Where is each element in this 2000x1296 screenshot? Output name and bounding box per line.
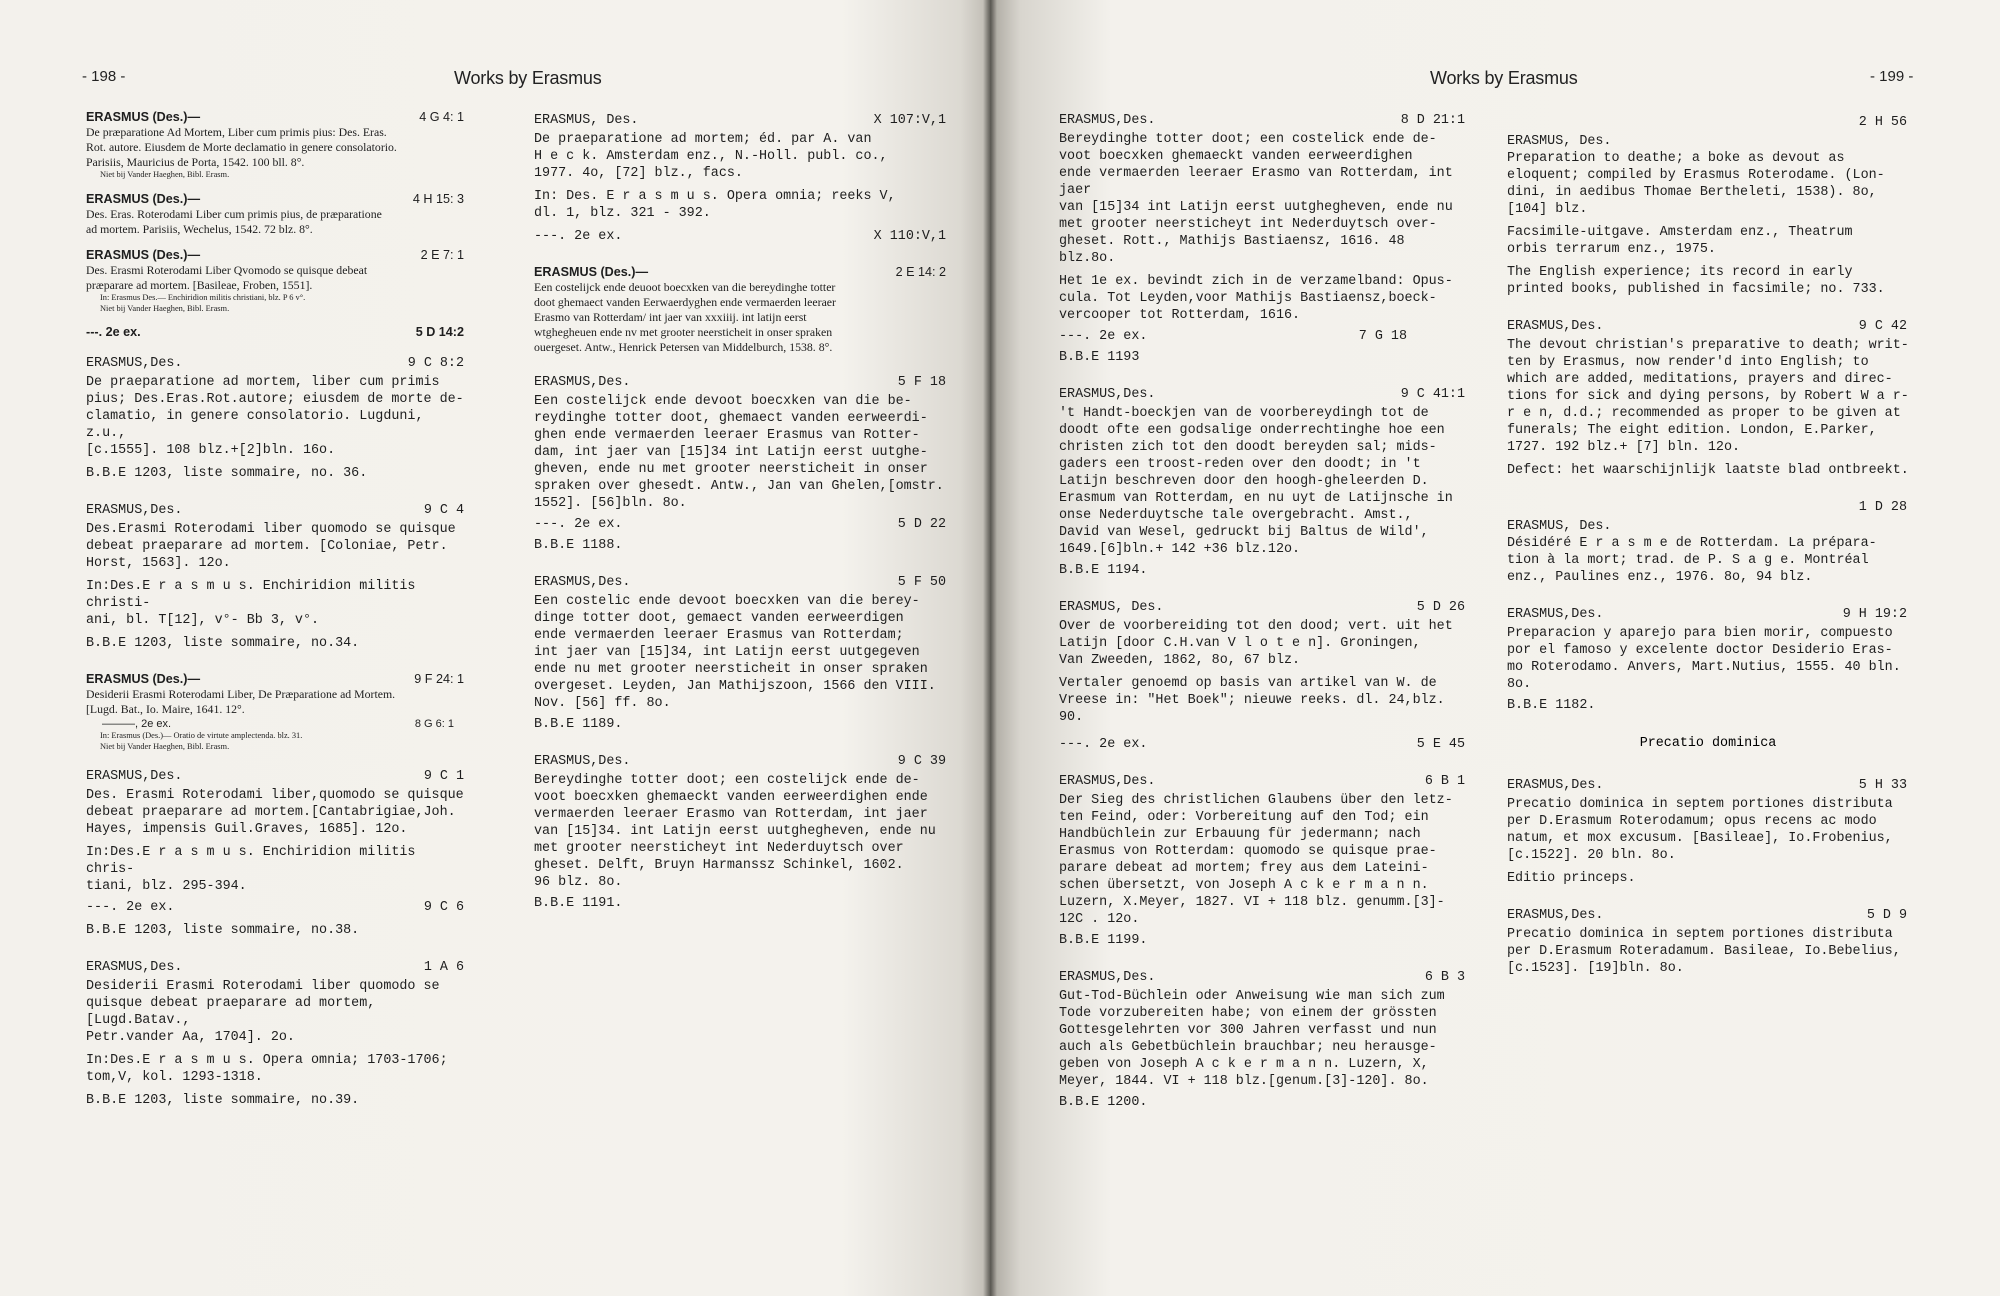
entry-line: 1977. 4o, [72] blz., facs. <box>534 166 743 181</box>
entry-line: voot boecxken ghemaeckt vanden eerweerdighen <box>1059 149 1413 164</box>
entry-line: Preparation to deathe; a boke as devout as <box>1507 151 1845 166</box>
entry-line: tiani, blz. 295-394. <box>86 879 247 894</box>
entry-note: Facsimile-uitgave. Amsterdam enz., Theatrum <box>1507 225 1853 240</box>
entry-line: ani, bl. T[12], v°- Bb 3, v°. <box>86 613 320 628</box>
entry-note: Het 1e ex. bevindt zich in de verzamelband: Opus- <box>1059 274 1453 289</box>
bibliography-reference: B.B.E 1203, liste sommaire, no.34. <box>86 636 360 651</box>
entry-line: [c.1555]. 108 blz.+[2]bln. 16o. <box>86 443 336 458</box>
entry-line: Meyer, 1844. VI + 118 blz.[genum.[3]-120]. 8o. <box>1059 1074 1429 1089</box>
entry-line: 't Handt-boeckjen van de voorbereydingh tot de <box>1059 406 1429 421</box>
catalog-entry <box>86 248 466 341</box>
left-column-1 <box>86 110 466 1129</box>
entry-heading: ERASMUS (Des.)— <box>86 192 201 206</box>
entry-line: onse Nederduytsche tale overgebracht. Amst., <box>1059 508 1413 523</box>
entry-line: Des.Erasmi Roterodami liber quomodo se quisque <box>86 522 456 537</box>
entry-heading: ERASMUS,Des. <box>1059 113 1156 128</box>
entry-line: H e c k. Amsterdam enz., N.-Holl. publ. co., <box>534 149 888 164</box>
entry-line: 1727. 192 blz.+ [7] bln. 12o. <box>1507 440 1741 455</box>
running-title: Works by Erasmus <box>454 68 602 88</box>
shelfmark: 9 F 24: 1 <box>414 672 464 686</box>
entry-line: David van Wesel, gedruckt bij Baltus de Wild', <box>1059 525 1429 540</box>
shelfmark: 7 G 18 <box>1358 329 1407 344</box>
catalog-entry <box>534 265 948 354</box>
entry-line: De praeparatione ad mortem, liber cum primis <box>86 375 440 390</box>
entry-line: christen zich tot den doodt bereyden sal; mids- <box>1059 440 1437 455</box>
shelfmark: 8 G 6: 1 <box>414 718 454 730</box>
copy-line: ———, 2e ex. <box>102 718 172 730</box>
entry-heading: ERASMUS, Des. <box>1507 519 1612 534</box>
page-number: - 198 - <box>82 68 126 85</box>
entry-line: Latijn [door C.H.van V l o t e n]. Groningen, <box>1059 636 1421 651</box>
entry-note: Niet bij Vander Haeghen, Bibl. Erasm. <box>100 304 230 313</box>
catalog-entry <box>86 959 466 1109</box>
bibliography-reference: B.B.E 1203, liste sommaire, no. 36. <box>86 466 368 481</box>
entry-line: Bereydinghe totter doot; een costelick ende de- <box>1059 132 1437 147</box>
entry-note: Defect: het waarschijnlijk laatste blad ontbreekt. <box>1507 463 1909 478</box>
book-gutter <box>983 0 997 1296</box>
entry-line: funerals; The eight edition. London, E.Parker, <box>1507 423 1877 438</box>
catalog-entry <box>1507 318 1909 479</box>
entry-line: ende vermaerden leeraer Erasmus van Rotterdam; <box>534 628 904 643</box>
entry-line: ende nu met grooter neersticheit in onser spraken <box>534 662 928 677</box>
shelfmark: 6 B 3 <box>1424 970 1465 985</box>
shelfmark: 6 B 1 <box>1424 774 1465 789</box>
shelfmark: 2 E 14: 2 <box>895 265 946 279</box>
entry-line: por el famoso y excelente doctor Desiderio Eras- <box>1507 643 1893 658</box>
shelfmark: X 107:V,1 <box>873 113 946 128</box>
right-page <box>990 0 2000 1296</box>
entry-line: wtghegheuen ende nv met grooter neersticheit in onser spraken <box>534 325 833 339</box>
left-page <box>0 0 990 1296</box>
entry-heading: ERASMUS, Des. <box>1059 600 1164 615</box>
entry-line: [Lugd. Bat., Io. Maire, 1641. 12°. <box>86 702 245 716</box>
entry-heading: ERASMUS,Des. <box>1059 387 1156 402</box>
catalog-entry <box>1507 777 1909 887</box>
entry-line: Hayes, impensis Guil.Graves, 1685]. 12o. <box>86 822 408 837</box>
shelfmark: 1 D 28 <box>1858 500 1907 515</box>
entry-heading: ERASMUS,Des. <box>534 754 631 769</box>
catalog-entry <box>1059 969 1467 1111</box>
entry-line: clamatio, in genere consolatorio. Lugduni, z.u., <box>86 409 424 441</box>
entry-line: Nov. [56] ff. 8o. <box>534 696 671 711</box>
catalog-entry <box>1059 112 1467 366</box>
entry-line: gheven, ende nu met grooter neersticheit in onser <box>534 462 928 477</box>
entry-line: Latijn beschreven door den hoogh-gheleerden D. <box>1059 474 1429 489</box>
entry-line: In: Des. E r a s m u s. Opera omnia; reeks V, <box>534 189 896 204</box>
catalog-entry <box>86 502 466 652</box>
entry-line: Der Sieg des christlichen Glaubens über den letz- <box>1059 793 1453 808</box>
shelfmark: 5 H 33 <box>1858 778 1907 793</box>
entry-heading: ERASMUS,Des. <box>1507 319 1604 334</box>
catalog-entry <box>1059 773 1467 949</box>
entry-line: 8o. <box>1507 677 1532 692</box>
entry-line: Desiderii Erasmi Roterodami liber quomodo se <box>86 979 440 994</box>
entry-line: In:Des.E r a s m u s. Enchiridion militis christi- <box>86 579 416 611</box>
entry-line: Van Zweeden, 1862, 8o, 67 blz. <box>1059 653 1301 668</box>
entry-line: tion à la mort; trad. de P. S a g e. Montréal <box>1507 553 1869 568</box>
shelfmark: 8 D 21:1 <box>1400 113 1465 128</box>
entry-line: The devout christian's preparative to death; writ- <box>1507 338 1909 353</box>
entry-line: auch als Gebetbüchlein brauchbar; neu herausge- <box>1059 1040 1437 1055</box>
entry-line: Tode vorzubereiten habe; von einem der grössten <box>1059 1006 1437 1021</box>
shelfmark: X 110:V,1 <box>873 229 946 244</box>
catalog-entry <box>1507 606 1909 714</box>
entry-heading: ERASMUS (Des.)— <box>86 672 201 686</box>
right-column-1 <box>1059 112 1467 1131</box>
entry-line: per D.Erasmum Roteradamum. Basileae, Io.Bebelius, <box>1507 944 1901 959</box>
entry-line: Een costelic ende devoot boecxken van die berey- <box>534 594 920 609</box>
shelfmark: 9 C 6 <box>423 900 464 915</box>
entry-heading: ERASMUS,Des. <box>86 503 183 518</box>
shelfmark: 9 C 42 <box>1858 319 1907 334</box>
entry-line: per D.Erasmum Roterodamum; opus recens ac modo <box>1507 814 1877 829</box>
entry-heading: ERASMUS (Des.)— <box>86 110 201 124</box>
entry-line: quisque debeat praeparare ad mortem,[Lugd.Batav., <box>86 996 376 1028</box>
copy-line: ---. 2e ex. <box>1059 329 1148 344</box>
bibliography-reference: B.B.E 1188. <box>534 538 623 553</box>
entry-line: met grooter neersticheyt int Nederduytsch over <box>534 841 904 856</box>
entry-line: Des. Erasmi Roterodami liber,quomodo se quisque <box>86 788 464 803</box>
catalog-entry <box>1507 499 1909 586</box>
shelfmark: 5 E 45 <box>1416 737 1465 752</box>
entry-line: Rot. autore. Eiusdem de Morte declamatio in genere consolatorio. <box>86 140 397 154</box>
shelfmark: 9 H 19:2 <box>1842 607 1907 622</box>
entry-line: dini, in aedibus Thomae Bertheleti, 1538). 8o, <box>1507 185 1877 200</box>
entry-line: gaders een troost-reden over den doodt; in 't <box>1059 457 1421 472</box>
catalog-entry <box>1507 114 1909 298</box>
bibliography-reference: B.B.E 1191. <box>534 896 623 911</box>
entry-line: Erasmus von Rotterdam: quomodo se quisque prae- <box>1059 844 1437 859</box>
entry-line: Gut-Tod-Büchlein oder Anweisung wie man sich zum <box>1059 989 1445 1004</box>
entry-line: [c.1523]. [19]bln. 8o. <box>1507 961 1684 976</box>
entry-line: Erasmum van Rotterdam, en nu uyt de Latijnsche in <box>1059 491 1453 506</box>
copy-line: ---. 2e ex. <box>1059 737 1148 752</box>
entry-line: tions for sick and dying persons, by Robert W a r- <box>1507 389 1909 404</box>
copy-line: ---. 2e ex. <box>86 325 141 339</box>
entry-heading: ERASMUS,Des. <box>1059 970 1156 985</box>
entry-line: præparare ad mortem. [Basileae, Froben, 1551]. <box>86 278 313 292</box>
entry-line: 96 blz. 8o. <box>534 875 623 890</box>
entry-line: vermaerden leeraer Erasmo van Rotterdam, int jaer <box>534 807 928 822</box>
bibliography-reference: B.B.E 1193 <box>1059 350 1140 365</box>
entry-note: Vertaler genoemd op basis van artikel van W. de <box>1059 676 1437 691</box>
catalog-entry <box>86 192 466 236</box>
right-column-2 <box>1507 114 1909 997</box>
page-number: - 199 - <box>1870 68 1914 85</box>
copy-line: ---. 2e ex. <box>534 517 623 532</box>
entry-heading: ERASMUS, Des. <box>1507 134 1612 149</box>
entry-line: gheset. Rott., Mathijs Bastiaensz, 1616. 48 blz.8o. <box>1059 234 1405 266</box>
entry-line: 1649.[6]bln.+ 142 +36 blz.12o. <box>1059 542 1301 557</box>
entry-line: Des. Eras. Roterodami Liber cum primis pius, de præparatione <box>86 207 382 221</box>
entry-line: [104] blz. <box>1507 202 1588 217</box>
entry-heading: ERASMUS,Des. <box>1507 778 1604 793</box>
entry-line: eloquent; compiled by Erasmus Roterodame. (Lon- <box>1507 168 1885 183</box>
entry-line: Bereydinghe totter doot; een costelijck ende de- <box>534 773 920 788</box>
shelfmark: 9 C 1 <box>423 769 464 784</box>
copy-line: ---. 2e ex. <box>534 229 623 244</box>
entry-note: cula. Tot Leyden,voor Mathijs Bastiaensz,boeck- <box>1059 291 1437 306</box>
bibliography-reference: B.B.E 1203, liste sommaire, no.39. <box>86 1093 360 1108</box>
entry-line: natum, et mox excusum. [Basileae], Io.Frobenius, <box>1507 831 1893 846</box>
entry-line: 12C . 12o. <box>1059 912 1140 927</box>
shelfmark: 5 F 50 <box>897 575 946 590</box>
bibliography-reference: B.B.E 1200. <box>1059 1095 1148 1110</box>
entry-line: dl. 1, blz. 321 - 392. <box>534 206 711 221</box>
entry-line: Erasmo van Rotterdam/ int jaer van xxxiiij. int latijn eerst <box>534 310 807 324</box>
entry-line: Desiderii Erasmi Roterodami Liber, De Præparatione ad Mortem. <box>86 687 396 701</box>
entry-line: Petr.vander Aa, 1704]. 2o. <box>86 1030 295 1045</box>
bibliography-reference: B.B.E 1189. <box>534 717 623 732</box>
bibliography-reference: B.B.E 1194. <box>1059 563 1148 578</box>
entry-note: Vreese in: "Het Boek"; nieuwe reeks. dl. 24,blz. <box>1059 693 1445 708</box>
entry-line: tom,V, kol. 1293-1318. <box>86 1070 263 1085</box>
catalog-entry <box>534 574 948 733</box>
shelfmark: 9 C 41:1 <box>1400 387 1465 402</box>
entry-line: reydinghe totter doot, ghemaect vanden eerweerdi- <box>534 411 928 426</box>
entry-note: Niet bij Vander Haeghen, Bibl. Erasm. <box>100 170 230 179</box>
entry-line: parare debeat ad mortem; frey aus dem Lateini- <box>1059 861 1429 876</box>
entry-line: 1552]. [56]bln. 8o. <box>534 496 687 511</box>
entry-line: Désidéré E r a s m e de Rotterdam. La prépara- <box>1507 536 1877 551</box>
entry-line: Luzern, X.Meyer, 1827. VI + 118 blz. genumm.[3]- <box>1059 895 1445 910</box>
entry-heading: ERASMUS (Des.)— <box>86 248 201 262</box>
entry-line: De præparatione Ad Mortem, Liber cum primis pius: Des. Eras. <box>86 125 387 139</box>
entry-line: enz., Paulines enz., 1976. 8o, 94 blz. <box>1507 570 1813 585</box>
bibliography-reference: B.B.E 1182. <box>1507 698 1596 713</box>
entry-line: Over de voorbereiding tot den dood; vert. uit het <box>1059 619 1453 634</box>
entry-line: doodt ofte een godsalige onderrechtinghe hoe een <box>1059 423 1445 438</box>
catalog-entry <box>86 355 466 482</box>
entry-line: Precatio dominica in septem portiones distributa <box>1507 927 1893 942</box>
shelfmark: 5 D 26 <box>1416 600 1465 615</box>
shelfmark: 9 C 4 <box>423 503 464 518</box>
entry-line: Preparacion y aparejo para bien morir, compuesto <box>1507 626 1893 641</box>
entry-line: ten by Erasmus, now render'd into English; to <box>1507 355 1869 370</box>
bibliography-reference: B.B.E 1199. <box>1059 933 1148 948</box>
entry-line: int jaer van [15]34, int Latijn eerst uutgegeven <box>534 645 920 660</box>
entry-line: doot ghemaect vanden Eerwaerdyghen ende vermaerden leeraer <box>534 295 836 309</box>
entry-line: schen übersetzt, von Joseph A c k e r m a n n. <box>1059 878 1429 893</box>
entry-line: mo Roterodamo. Anvers, Mart.Nutius, 1555. 40 bln. <box>1507 660 1901 675</box>
entry-line: De praeparatione ad mortem; éd. par A. van <box>534 132 872 147</box>
catalog-entry <box>1059 386 1467 579</box>
shelfmark: 5 F 18 <box>897 375 946 390</box>
bibliography-reference: B.B.E 1203, liste sommaire, no.38. <box>86 923 360 938</box>
entry-note: printed books, published in facsimile; no. 733. <box>1507 282 1885 297</box>
entry-note: vercooper tot Rotterdam, 1616. <box>1059 308 1301 323</box>
entry-heading: ERASMUS,Des. <box>1507 908 1604 923</box>
entry-heading: ERASMUS,Des. <box>1059 774 1156 789</box>
entry-note: The English experience; its record in early <box>1507 265 1853 280</box>
entry-line: ouergeset. Antw., Henrick Petersen van Middelburch, 1538. 8°. <box>534 340 833 354</box>
entry-line: Des. Erasmi Roterodami Liber Qvomodo se quisque debeat <box>86 263 368 277</box>
entry-heading: ERASMUS,Des. <box>86 356 183 371</box>
shelfmark: 9 C 39 <box>897 754 946 769</box>
entry-line: pius; Des.Eras.Rot.autore; eiusdem de morte de- <box>86 392 464 407</box>
entry-line: debeat praeparare ad mortem. [Coloniae, Petr. <box>86 539 448 554</box>
entry-note: In: Erasmus Des.— Enchiridion militis christiani, blz. P 6 v°. <box>100 293 306 302</box>
shelfmark: 2 E 7: 1 <box>420 248 464 262</box>
left-column-2 <box>534 112 948 932</box>
catalog-entry <box>86 110 466 180</box>
entry-heading: ERASMUS,Des. <box>534 375 631 390</box>
shelfmark: 2 H 56 <box>1858 115 1907 130</box>
copy-line: ---. 2e ex. <box>86 900 175 915</box>
entry-line: ad mortem. Parisiis, Wechelus, 1542. 72 blz. 8°. <box>86 222 313 236</box>
shelfmark: 5 D 9 <box>1866 908 1907 923</box>
entry-note: In: Erasmus (Des.)— Oratio de virtute amplectenda. blz. 31. <box>100 731 303 740</box>
entry-line: In:Des.E r a s m u s. Opera omnia; 1703-1706; <box>86 1053 448 1068</box>
shelfmark: 5 D 22 <box>897 517 946 532</box>
entry-heading: ERASMUS,Des. <box>86 960 183 975</box>
shelfmark: 9 C 8:2 <box>407 356 464 371</box>
entry-line: dinge totter doot, gemaect vanden eerweerdigen <box>534 611 904 626</box>
entry-line: overgeset. Leyden, Jan Mathijszoon, 1566 den VIII. <box>534 679 936 694</box>
entry-note: Editio princeps. <box>1507 871 1636 886</box>
entry-line: Parisiis, Mauricius de Porta, 1542. 100 bll. 8°. <box>86 155 305 169</box>
entry-line: met grooter neersticheyt int Nederduytsch over- <box>1059 217 1437 232</box>
catalog-entry <box>534 753 948 912</box>
catalog-entry <box>534 374 948 554</box>
catalog-entry <box>1507 907 1909 977</box>
entry-heading: ERASMUS,Des. <box>534 575 631 590</box>
entry-line: van [15]34. int Latijn eerst uutghegheven, ende nu <box>534 824 936 839</box>
shelfmark: 4 H 15: 3 <box>412 192 464 206</box>
entry-heading: ERASMUS,Des. <box>86 769 183 784</box>
entry-line: voot boecxken ghemaeckt vanden eerweerdighen ende <box>534 790 928 805</box>
entry-note: Niet bij Vander Haeghen, Bibl. Erasm. <box>100 742 230 751</box>
entry-line: Horst, 1563]. 12o. <box>86 556 231 571</box>
catalog-entry <box>1059 599 1467 753</box>
catalog-entry <box>86 768 466 939</box>
entry-line: Gottesgelehrten vor 300 Jahren verfasst und nun <box>1059 1023 1437 1038</box>
shelfmark: 4 G 4: 1 <box>419 110 464 124</box>
entry-line: ten Feind, oder: Vorbereitung auf den Tod; ein <box>1059 810 1429 825</box>
shelfmark: 1 A 6 <box>423 960 464 975</box>
entry-note: orbis terrarum enz., 1975. <box>1507 242 1716 257</box>
entry-line: dam, int jaer van [15]34 int Latijn eerst uutghe- <box>534 445 928 460</box>
entry-line: Een costelijck ende deuoot boecxken van die bereydinghe totter <box>534 280 836 294</box>
entry-heading: ERASMUS (Des.)— <box>534 265 649 279</box>
entry-line: gheset. Delft, Bruyn Harmanssz Schinkel, 1602. <box>534 858 904 873</box>
entry-line: geben von Joseph A c k e r m a n n. Luzern, X, <box>1059 1057 1429 1072</box>
entry-line: [c.1522]. 20 bln. 8o. <box>1507 848 1676 863</box>
running-title: Works by Erasmus <box>1430 68 1578 88</box>
section-heading: Precatio dominica <box>1639 736 1777 751</box>
entry-heading: ERASMUS, Des. <box>534 113 639 128</box>
entry-line: spraken over ghesedt. Antw., Jan van Ghelen,[omstr. <box>534 479 944 494</box>
entry-line: van [15]34 int Latijn eerst uutghegheven, ende nu <box>1059 200 1453 215</box>
entry-line: In:Des.E r a s m u s. Enchiridion militis chris- <box>86 845 416 877</box>
entry-line: Handbüchlein zur Erbauung für jedermann; nach <box>1059 827 1421 842</box>
entry-line: r e n, d.d.; recommended as proper to be given at <box>1507 406 1901 421</box>
entry-line: debeat praeparare ad mortem.[Cantabrigiae,Joh. <box>86 805 456 820</box>
entry-line: Een costelijck ende devoot boecxken van die be- <box>534 394 912 409</box>
entry-line: ghen ende vermaerden leeraer Erasmus van Rotter- <box>534 428 920 443</box>
catalog-entry <box>86 672 466 752</box>
entry-note: 90. <box>1059 710 1084 725</box>
entry-line: which are added, meditations, prayers and direc- <box>1507 372 1893 387</box>
shelfmark: 5 D 14:2 <box>415 325 464 339</box>
entry-line: Precatio dominica in septem portiones distributa <box>1507 797 1893 812</box>
entry-line: ende vermaerden leeraer Erasmo van Rotterdam, int jaer <box>1059 166 1453 198</box>
catalog-entry <box>534 112 948 245</box>
entry-heading: ERASMUS,Des. <box>1507 607 1604 622</box>
